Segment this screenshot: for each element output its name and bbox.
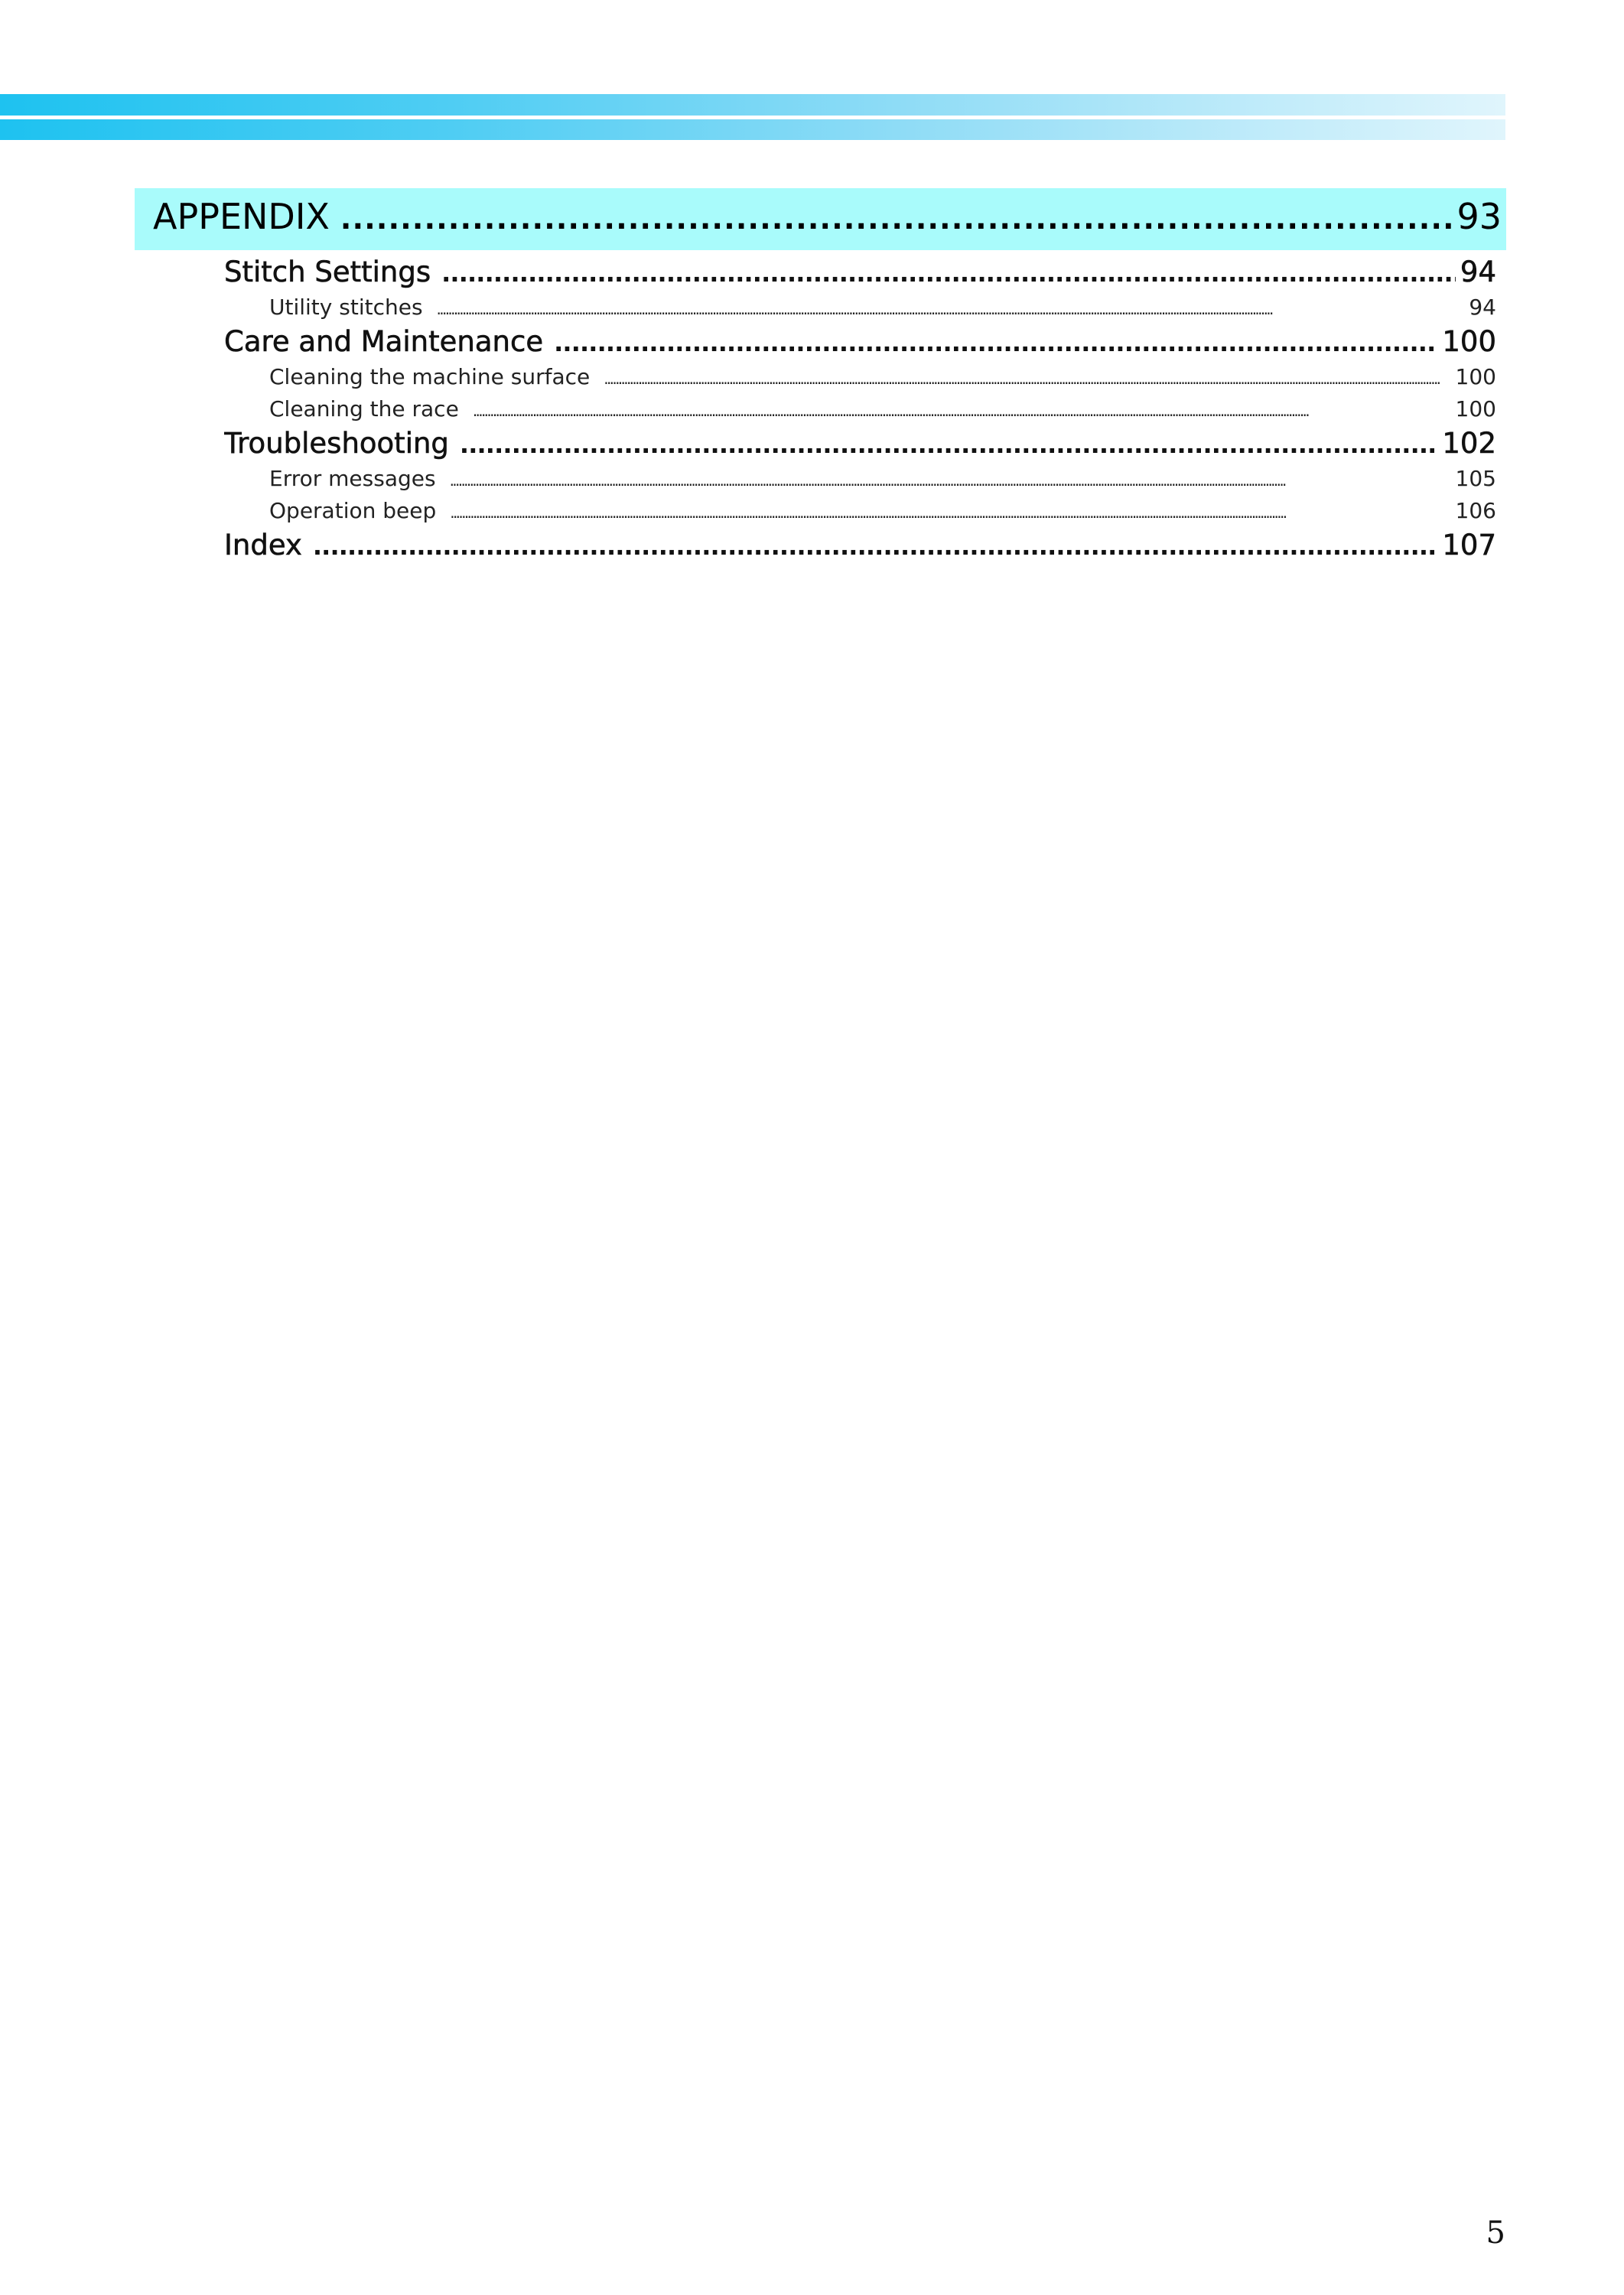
toc-dot-leader: [441, 259, 1456, 288]
toc-chapter-page: 93: [1456, 196, 1502, 237]
toc-item-label: Cleaning the machine surface: [269, 364, 591, 389]
toc-section-label: Care and Maintenance: [224, 325, 544, 358]
toc-chapter-label: APPENDIX: [153, 196, 330, 237]
toc-section-label: Troubleshooting: [224, 427, 449, 460]
toc-section-page: 107: [1442, 529, 1496, 562]
toc-item-page: 106: [1455, 498, 1496, 523]
toc-dot-leader: [340, 202, 1453, 236]
toc-item-label: Cleaning the race: [269, 396, 459, 422]
toc-section-label: Stitch Settings: [224, 256, 431, 288]
toc-section-troubleshooting[interactable]: [224, 427, 1496, 467]
toc-dot-leader: [450, 471, 1451, 490]
toc-item-cleaning-machine-surface[interactable]: [269, 364, 1496, 393]
toc-dot-leader: [604, 369, 1450, 388]
toc-item-page: 100: [1455, 364, 1496, 389]
toc-chapter-appendix[interactable]: [153, 196, 1502, 245]
toc-section-page: 100: [1442, 325, 1496, 358]
toc-item-error-messages[interactable]: [269, 466, 1496, 495]
toc-item-operation-beep[interactable]: [269, 498, 1496, 527]
header-band-stripe-upper: [0, 94, 1505, 116]
toc-item-label: Utility stitches: [269, 295, 423, 320]
toc-section-index[interactable]: [224, 529, 1496, 568]
toc-section-care-and-maintenance[interactable]: [224, 325, 1496, 365]
toc-dot-leader: [473, 402, 1451, 420]
toc-section-label: Index: [224, 529, 302, 562]
toc-section-page: 94: [1460, 256, 1496, 288]
toc-item-page: 94: [1469, 295, 1496, 320]
toc-dot-leader: [450, 503, 1450, 522]
toc-item-page: 100: [1455, 396, 1496, 422]
toc-dot-leader: [313, 532, 1438, 561]
page-number: 5: [1486, 2215, 1505, 2251]
toc-item-label: Operation beep: [269, 498, 437, 523]
header-band-stripe-lower: [0, 119, 1505, 140]
toc-section-stitch-settings[interactable]: [224, 256, 1496, 295]
toc-item-page: 105: [1455, 466, 1496, 491]
toc-item-label: Error messages: [269, 466, 436, 491]
toc-dot-leader: [437, 300, 1465, 318]
toc-section-page: 102: [1442, 427, 1496, 460]
toc-item-cleaning-race[interactable]: [269, 396, 1496, 425]
toc-dot-leader: [554, 328, 1437, 357]
toc-item-utility-stitches[interactable]: [269, 295, 1496, 324]
toc-dot-leader: [460, 430, 1437, 459]
header-decorative-band: [0, 94, 1505, 140]
